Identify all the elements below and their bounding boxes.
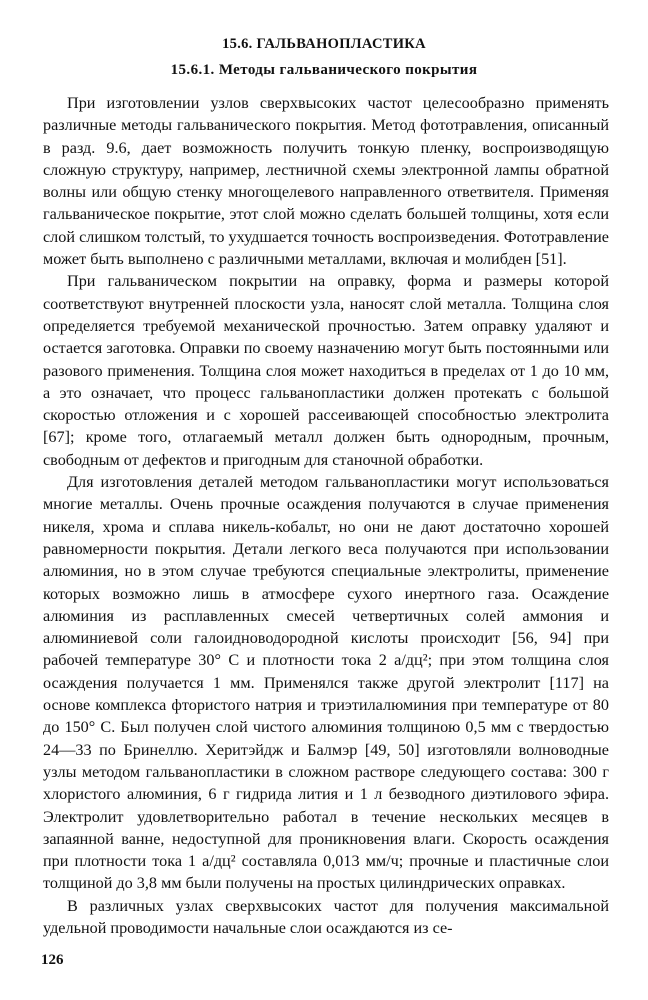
body-text	[43, 92, 609, 939]
paragraph-3: Для изготовления деталей методом гальванопластики могут использоваться многие металлы. Очень прочные осаждения получаются в случае применения никеля, хрома и сплава никель-кобальт, но они не дают достаточно хорошей равномерности покрытия. Детали легкого веса получаются при использовании алюминия, но в этом случае требуются специальные электролиты, применение которых возможно лишь в атмосфере сухого инертного газа. Осаждение алюминия из расплавленных смесей четвертичных солей аммония и алюминиевой соли галоидноводородной кислоты происходит [56, 94] при рабочей температуре 30° С и плотности тока 2 а/дц²; при этом толщина слоя осаждения получается 1 мм. Применялся также другой электролит [117] на основе комплекса фтористого натрия и триэтилалюминия при температуре от 80 до 150° С. Был получен слой чистого алюминия толщиною 0,5 мм с твердостью 24—33 по Бринеллю. Херитэйдж и Балмэр [49, 50] изготовляли волноводные узлы методом гальванопластики в сложном растворе следующего состава: 300 г хлористого алюминия, 6 г гидрида лития и 1 л безводного диэтилового эфира. Электролит удовлетворительно работал в течение нескольких месяцев в запаянной ванне, недоступной для проникновения влаги. Скорость осаждения при плотности тока 1 а/дц² составляла 0,013 мм/ч; прочные и пластичные слои толщиной до 3,8 мм были получены на простых цилиндрических оправках.	[43, 473, 609, 893]
subsection-heading: 15.6.1. Методы гальванического покрытия	[170, 62, 478, 78]
paragraph-1: При изготовлении узлов сверхвысоких частот целесообразно применять различные методы гальванического покрытия. Метод фототравления, описанный в разд. 9.6, дает возможность получить тонкую пленку, воспроизводящую сложную структуру, например, лестничной схемы электронной лампы обратной волны или общую стенку многощелевого направленного ответвителя. Применяя гальваническое покрытие, этот слой можно сделать большей толщины, хотя если слой слишком толстый, то ухудшается точность воспроизведения. Фототравление может быть выполнено с различными металлами, включая и молибден [51].	[43, 94, 609, 269]
section-heading: 15.6. ГАЛЬВАНОПЛАСТИКА	[222, 36, 426, 52]
page-number: 126	[41, 952, 64, 968]
paragraph-2: При гальваническом покрытии на оправку, форма и размеры которой соответствуют внутренней плоскости узла, наносят слой металла. Толщина слоя определяется требуемой механической прочностью. Затем оправку удаляют и остается заготовка. Оправки по своему назначению могут быть постоянными или разового применения. Толщина слоя может находиться в пределах от 1 до 10 мм, а это означает, что процесс гальванопластики должен протекать с большой скоростью отложения и с хорошей рассеивающей способностью электролита [67]; кроме того, отлагаемый металл должен быть однородным, прочным, свободным от дефектов и пригодным для станочной обработки.	[43, 272, 609, 469]
paragraph-4: В различных узлах сверхвысоких частот для получения максимальной удельной проводимости начальные слои осаждаются из се-	[43, 896, 609, 937]
